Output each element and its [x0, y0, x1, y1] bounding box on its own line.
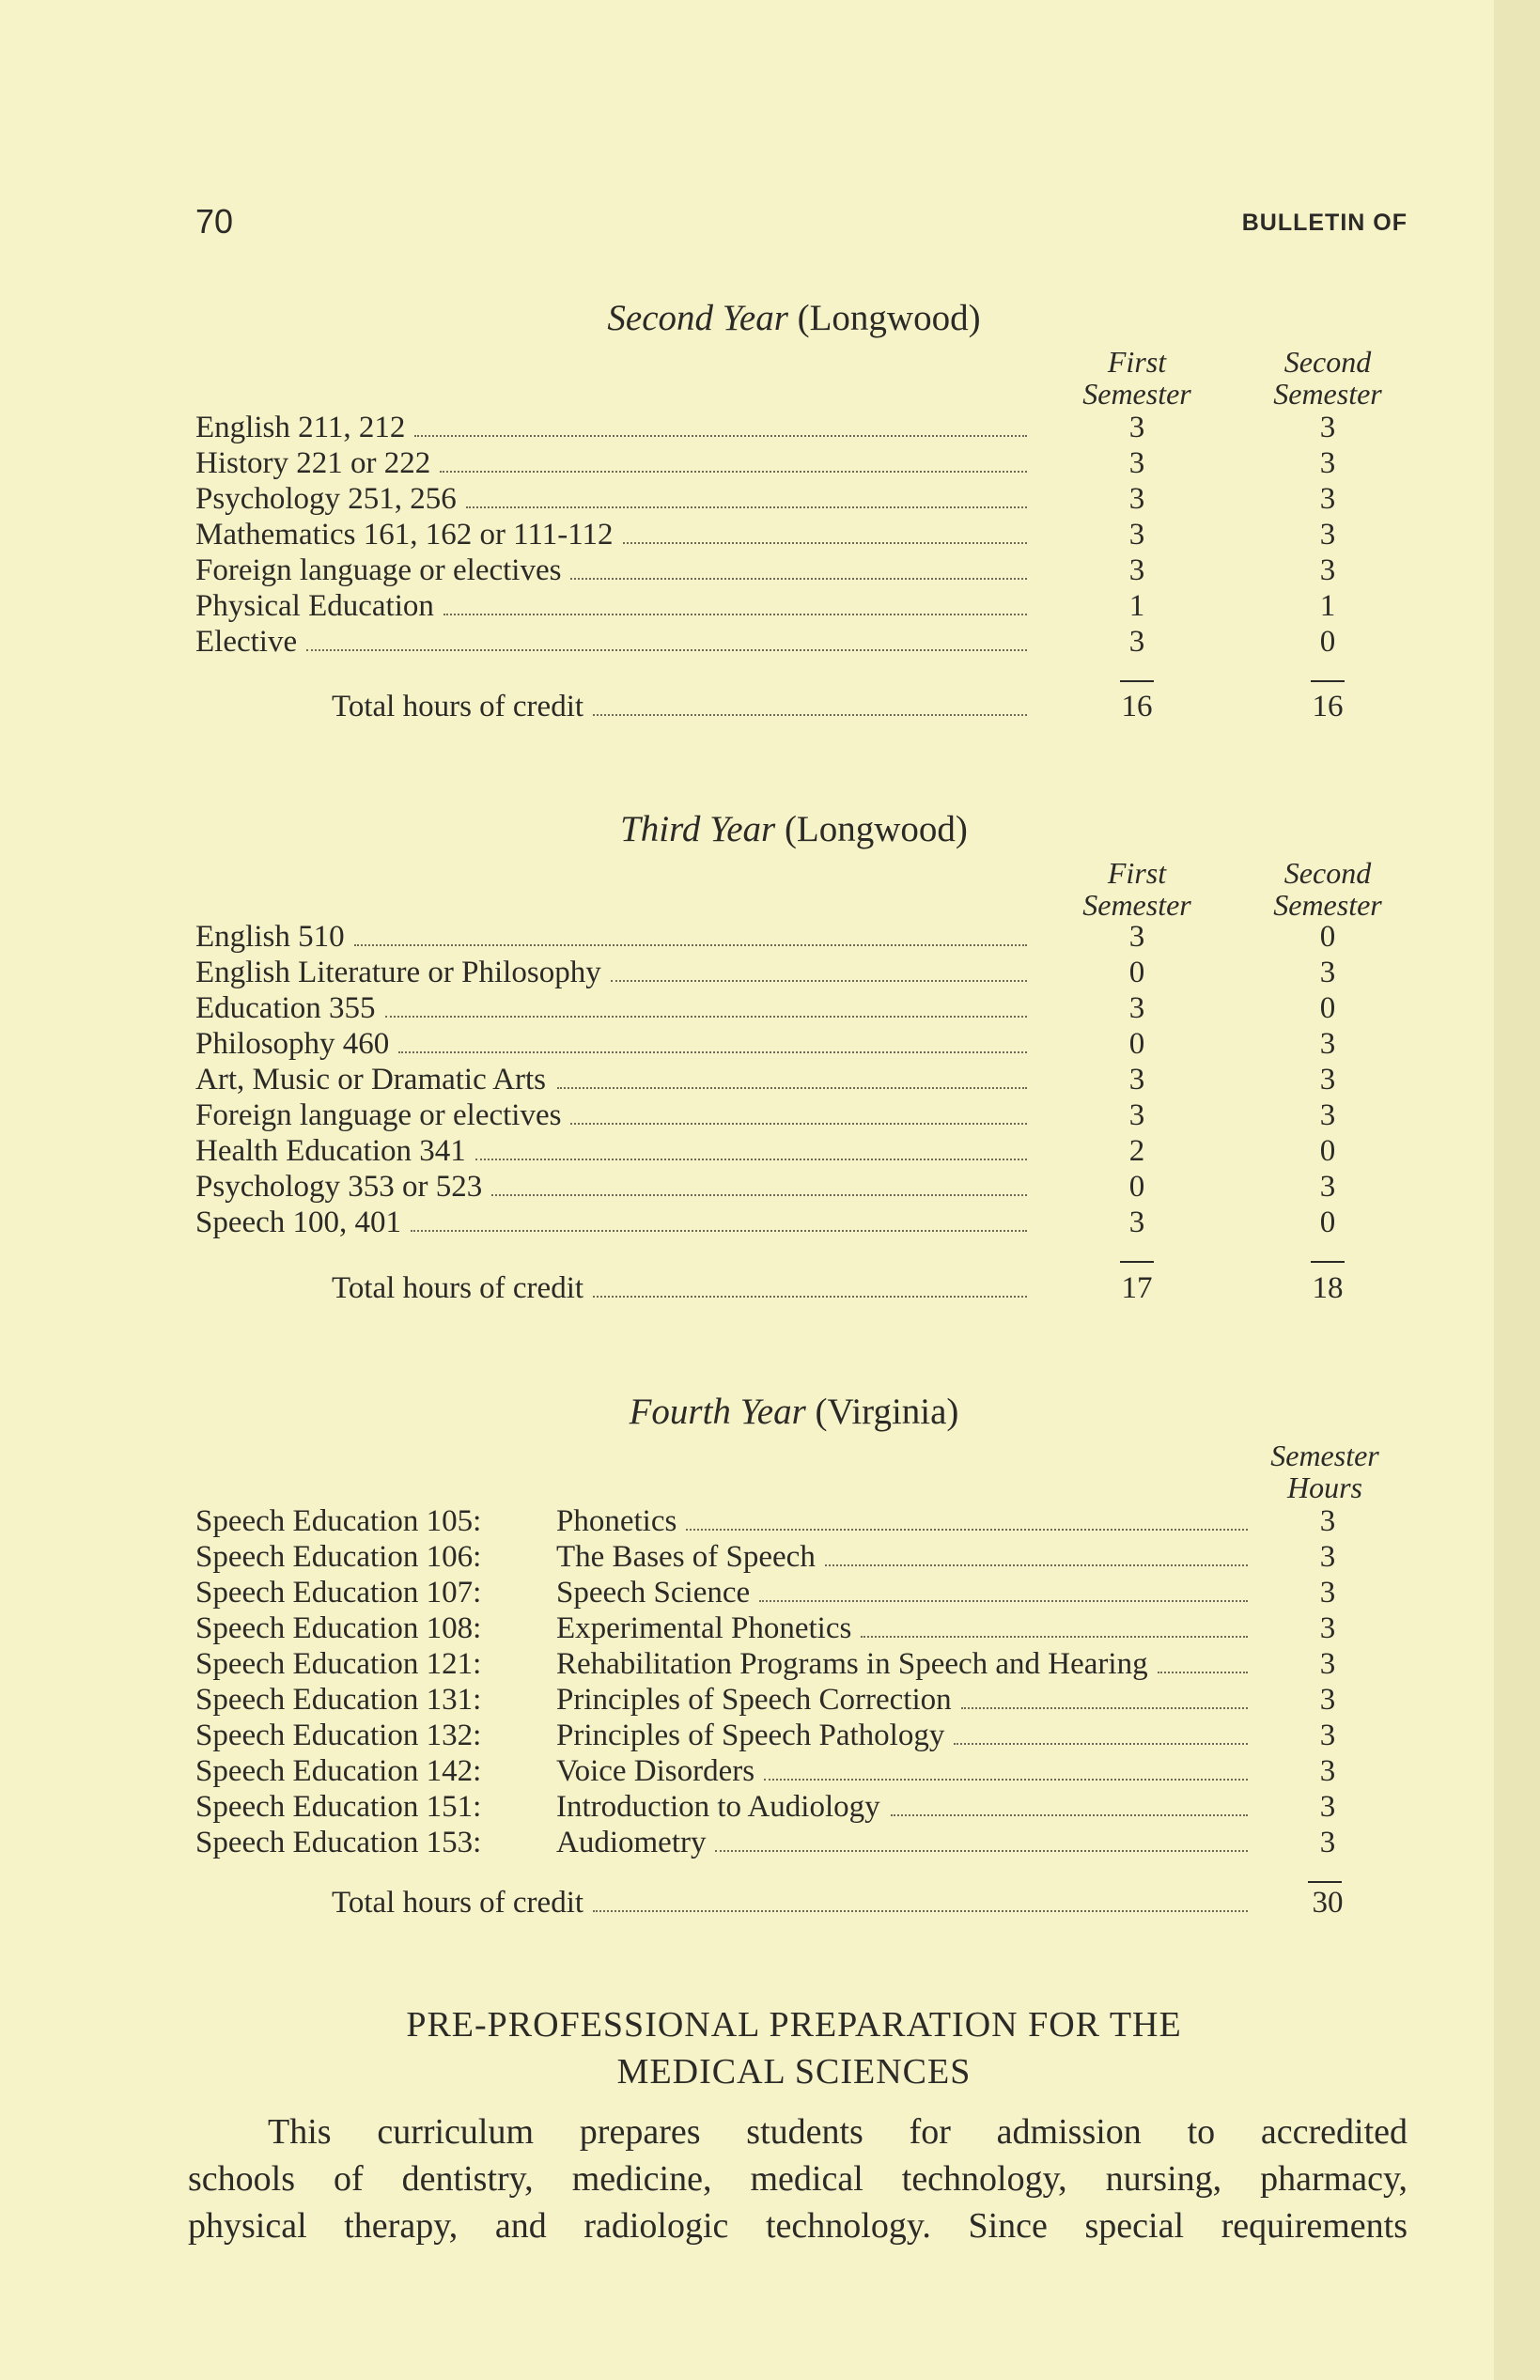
third-year-second-semester-header: Second Semester [1273, 856, 1382, 922]
dot-leader [764, 1779, 1248, 1781]
second-semester-hours: 0 [1319, 920, 1336, 954]
dot-leader [861, 1636, 1248, 1638]
third-year-first-semester-header: First Semester [1082, 856, 1191, 922]
pre-professional-paragraph: This curriculum prepares students for admission to accredited schools of dentistry, medicine, medical technology, nursing, pharmacy, physical therapy, and radiologic technology. Since special requirements [188, 2112, 1408, 2246]
course-row [195, 517, 1417, 552]
total-label: Total hours of credit [332, 690, 584, 723]
semester-hours: 3 [1319, 1683, 1336, 1717]
total-first-semester: 16 [1121, 690, 1153, 723]
course-number: Speech Education 142: [195, 1754, 482, 1788]
total-rule [1120, 680, 1154, 682]
dot-leader [570, 578, 1027, 580]
second-year-title: Second Year (Longwood) [607, 298, 981, 338]
second-semester-hours: 3 [1319, 956, 1336, 989]
dot-leader [686, 1529, 1248, 1531]
dot-leader [593, 714, 1027, 716]
speech-course-row [195, 1539, 1417, 1575]
second-semester-hours: 0 [1319, 1134, 1336, 1168]
dot-leader [825, 1564, 1248, 1566]
course-row [195, 1062, 1417, 1097]
course-row [195, 990, 1417, 1026]
dot-leader [593, 1910, 1248, 1912]
speech-course-row [195, 1718, 1417, 1753]
second-semester-hours: 3 [1319, 482, 1336, 516]
dot-leader [954, 1743, 1248, 1745]
total-label: Total hours of credit [332, 1886, 584, 1920]
semester-hours: 3 [1319, 1754, 1336, 1788]
dot-leader [759, 1600, 1248, 1602]
dot-leader [398, 1051, 1027, 1053]
first-semester-hours: 0 [1128, 1027, 1145, 1061]
semester-hours: 3 [1319, 1719, 1336, 1752]
dot-leader [475, 1159, 1027, 1160]
third-year-title: Third Year (Longwood) [620, 809, 968, 849]
dot-leader [411, 1230, 1027, 1232]
speech-course-row [195, 1825, 1417, 1860]
total-row [195, 1270, 1417, 1306]
course-row [195, 410, 1417, 445]
semester-hours: 3 [1319, 1576, 1336, 1610]
fourth-year-semester-hours-header: Semester Hours [1270, 1439, 1379, 1504]
total-rule [1311, 680, 1345, 682]
course-title: Experimental Phonetics [556, 1611, 852, 1645]
second-year-second-semester-header: Second Semester [1273, 345, 1382, 411]
semester-hours: 3 [1319, 1540, 1336, 1574]
course-title: Phonetics [556, 1504, 677, 1538]
course-label: Education 355 [195, 991, 376, 1025]
dot-leader [593, 1296, 1027, 1298]
first-semester-hours: 2 [1128, 1134, 1145, 1168]
course-number: Speech Education 121: [195, 1647, 482, 1681]
dot-leader [414, 435, 1027, 437]
total-row [195, 689, 1417, 724]
dot-leader [440, 471, 1027, 473]
dot-leader [1158, 1672, 1248, 1673]
semester-hours: 3 [1319, 1826, 1336, 1859]
course-label: English Literature or Philosophy [195, 956, 601, 989]
course-title: Principles of Speech Pathology [556, 1719, 945, 1752]
course-title: Rehabilitation Programs in Speech and Hearing [556, 1647, 1148, 1681]
second-semester-hours: 3 [1319, 446, 1336, 480]
second-semester-hours: 3 [1319, 1098, 1336, 1132]
running-head: BULLETIN OF [1241, 210, 1408, 236]
course-label: English 510 [195, 920, 345, 954]
dot-leader [623, 542, 1027, 544]
first-semester-hours: 3 [1128, 518, 1145, 552]
course-row [195, 1205, 1417, 1240]
total-row [195, 1885, 1417, 1921]
course-label: Speech 100, 401 [195, 1206, 402, 1239]
course-label: English 211, 212 [195, 411, 406, 444]
dot-leader [715, 1850, 1248, 1852]
course-title: Principles of Speech Correction [556, 1683, 952, 1717]
speech-course-row [195, 1575, 1417, 1610]
total-second-semester: 16 [1312, 690, 1344, 723]
dot-leader [385, 1016, 1027, 1018]
course-number: Speech Education 107: [195, 1576, 482, 1610]
semester-hours: 3 [1319, 1647, 1336, 1681]
fourth-year-title: Fourth Year (Virginia) [629, 1392, 959, 1432]
speech-course-row [195, 1682, 1417, 1718]
dot-leader [466, 506, 1027, 508]
course-row [195, 481, 1417, 517]
course-number: Speech Education 106: [195, 1540, 482, 1574]
first-semester-hours: 3 [1128, 446, 1145, 480]
first-semester-hours: 3 [1128, 553, 1145, 587]
course-label: Art, Music or Dramatic Arts [195, 1063, 547, 1097]
dot-leader [443, 614, 1027, 615]
course-label: Psychology 251, 256 [195, 482, 457, 516]
speech-course-row [195, 1646, 1417, 1682]
course-number: Speech Education 132: [195, 1719, 482, 1752]
total-rule [1308, 1881, 1342, 1883]
dot-leader [306, 649, 1027, 651]
course-label: Philosophy 460 [195, 1027, 390, 1061]
second-semester-hours: 3 [1319, 1027, 1336, 1061]
total-second-semester: 18 [1312, 1271, 1344, 1305]
dot-leader [961, 1707, 1248, 1709]
first-semester-hours: 3 [1128, 1098, 1145, 1132]
total-first-semester: 17 [1121, 1271, 1153, 1305]
course-number: Speech Education 153: [195, 1826, 482, 1859]
course-row [195, 1026, 1417, 1062]
total-rule [1120, 1261, 1154, 1263]
first-semester-hours: 0 [1128, 956, 1145, 989]
speech-course-row [195, 1753, 1417, 1789]
first-semester-hours: 0 [1128, 1170, 1145, 1204]
course-label: Mathematics 161, 162 or 111-112 [195, 518, 614, 552]
first-semester-hours: 3 [1128, 625, 1145, 659]
course-label: Elective [195, 625, 298, 659]
course-row [195, 1169, 1417, 1205]
course-number: Speech Education 151: [195, 1790, 482, 1824]
dot-leader [354, 944, 1027, 946]
course-label: History 221 or 222 [195, 446, 431, 480]
course-row [195, 624, 1417, 660]
first-semester-hours: 3 [1128, 920, 1145, 954]
speech-course-row [195, 1610, 1417, 1646]
course-label: Physical Education [195, 589, 434, 623]
course-title: Introduction to Audiology [556, 1790, 880, 1824]
first-semester-hours: 3 [1128, 1206, 1145, 1239]
total-label: Total hours of credit [332, 1271, 584, 1305]
second-semester-hours: 0 [1319, 991, 1336, 1025]
second-semester-hours: 1 [1319, 589, 1336, 623]
semester-hours: 3 [1319, 1790, 1336, 1824]
second-semester-hours: 3 [1319, 411, 1336, 444]
course-row [195, 552, 1417, 588]
first-semester-hours: 3 [1128, 991, 1145, 1025]
first-semester-hours: 1 [1128, 589, 1145, 623]
first-semester-hours: 3 [1128, 482, 1145, 516]
course-number: Speech Education 105: [195, 1504, 482, 1538]
course-label: Foreign language or electives [195, 553, 562, 587]
semester-hours: 3 [1319, 1504, 1336, 1538]
course-label: Health Education 341 [195, 1134, 466, 1168]
second-semester-hours: 3 [1319, 553, 1336, 587]
total-semester-hours: 30 [1312, 1886, 1344, 1920]
total-rule [1311, 1261, 1345, 1263]
dot-leader [570, 1123, 1027, 1125]
course-row [195, 445, 1417, 481]
course-label: Foreign language or electives [195, 1098, 562, 1132]
first-semester-hours: 3 [1128, 1063, 1145, 1097]
pre-professional-heading: PRE-PROFESSIONAL PREPARATION FOR THE MEDICAL SCIENCES [406, 2005, 1182, 2092]
course-row [195, 1097, 1417, 1133]
dot-leader [611, 980, 1027, 982]
second-semester-hours: 0 [1319, 1206, 1336, 1239]
page-header [195, 202, 1408, 249]
course-number: Speech Education 108: [195, 1611, 482, 1645]
page-number: 70 [195, 202, 234, 241]
second-semester-hours: 3 [1319, 1063, 1336, 1097]
course-number: Speech Education 131: [195, 1683, 482, 1717]
second-semester-hours: 3 [1319, 518, 1336, 552]
dot-leader [891, 1814, 1248, 1816]
course-label: Psychology 353 or 523 [195, 1170, 483, 1204]
course-row [195, 1133, 1417, 1169]
dot-leader [557, 1087, 1027, 1089]
course-row [195, 588, 1417, 624]
second-semester-hours: 3 [1319, 1170, 1336, 1204]
course-title: Voice Disorders [556, 1754, 755, 1788]
second-year-first-semester-header: First Semester [1082, 345, 1191, 411]
semester-hours: 3 [1319, 1611, 1336, 1645]
course-title: The Bases of Speech [556, 1540, 816, 1574]
first-semester-hours: 3 [1128, 411, 1145, 444]
second-semester-hours: 0 [1319, 625, 1336, 659]
dot-leader [491, 1194, 1027, 1196]
course-title: Audiometry [556, 1826, 707, 1859]
course-row [195, 919, 1417, 955]
course-row [195, 955, 1417, 990]
course-title: Speech Science [556, 1576, 751, 1610]
speech-course-row [195, 1789, 1417, 1825]
speech-course-row [195, 1503, 1417, 1539]
